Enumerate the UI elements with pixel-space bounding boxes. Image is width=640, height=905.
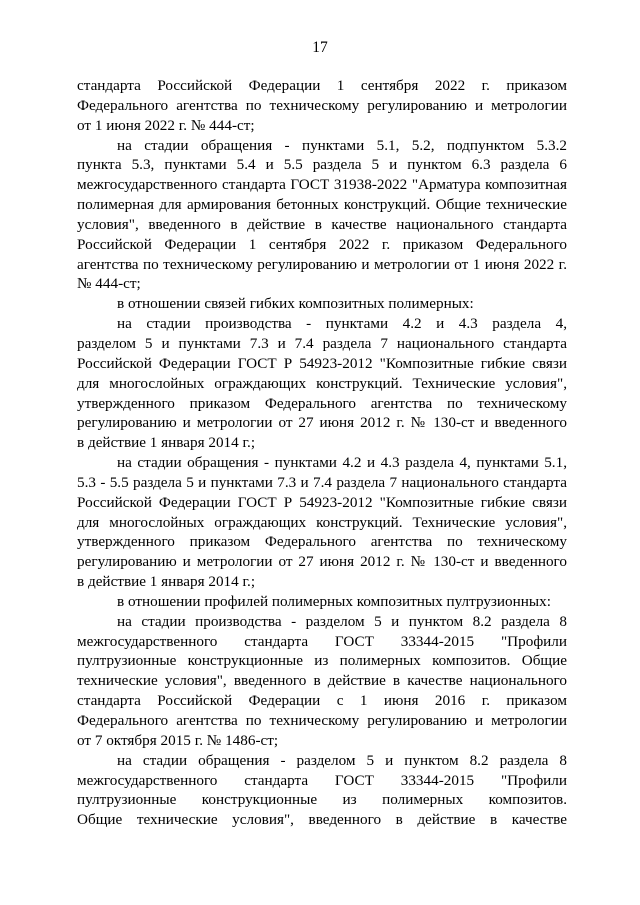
text-line: регулированию и метрологии от 27 июня 2012 г. № 130-ст и введенного — [77, 414, 567, 432]
text-line: утвержденного приказом Федерального агентства по техническому — [77, 394, 567, 412]
text-line: стандарта Российской Федерации с 1 июня 2016 г. приказом — [77, 692, 567, 710]
text-line: Российской Федерации ГОСТ Р 54923-2012 "Композитные гибкие связи — [77, 493, 567, 511]
text-line: Общие технические условия", введенного в действие в качестве — [77, 811, 567, 829]
text-line: пункта 5.3, пунктами 5.4 и 5.5 раздела 5 и пунктом 6.3 раздела 6 — [77, 156, 567, 174]
text-line: Федерального агентства по техническому регулированию и метрологии — [77, 96, 567, 114]
text-line: регулированию и метрологии от 27 июня 2012 г. № 130-ст и введенного — [77, 553, 567, 571]
text-line: стандарта Российской Федерации 1 сентября 2022 г. приказом — [77, 77, 567, 94]
text-line: на стадии обращения - пунктами 5.1, 5.2, подпунктом 5.3.2 — [117, 136, 567, 154]
body-text — [77, 76, 567, 830]
text-line: 5.3 - 5.5 раздела 5 и пунктами 7.3 и 7.4 раздела 7 национального стандарта — [77, 473, 567, 491]
text-line: в действие 1 января 2014 г.; — [77, 434, 256, 452]
text-line: межгосударственного стандарта ГОСТ 33344-2015 "Профили — [77, 771, 567, 789]
text-line: межгосударственного стандарта ГОСТ 33344-2015 "Профили — [77, 632, 567, 650]
text-line: для многослойных ограждающих конструкций. Технические условия", — [77, 374, 567, 392]
text-line: пултрузионные конструкционные из полимерных композитов. — [77, 791, 567, 809]
text-line: на стадии обращения - разделом 5 и пунктом 8.2 раздела 8 — [117, 751, 567, 769]
text-line: от 7 октября 2015 г. № 1486-ст; — [77, 731, 279, 749]
text-line: утвержденного приказом Федерального агентства по техническому — [77, 533, 567, 551]
text-line: агентства по техническому регулированию и метрологии от 1 июня 2022 г. — [77, 255, 567, 273]
text-line: в отношении профилей полимерных композитных пултрузионных: — [117, 592, 551, 610]
text-line: полимерная для армирования бетонных конструкций. Общие технические — [77, 196, 567, 214]
text-line: условия", введенного в действие в качестве национального стандарта — [77, 215, 567, 233]
text-line: Российской Федерации 1 сентября 2022 г. приказом Федерального — [77, 235, 567, 253]
text-line: в действие 1 января 2014 г.; — [77, 573, 256, 591]
text-line: на стадии производства - пунктами 4.2 и 4.3 раздела 4, — [117, 315, 567, 333]
text-line: в отношении связей гибких композитных полимерных: — [117, 295, 474, 313]
text-line: на стадии производства - разделом 5 и пунктом 8.2 раздела 8 — [117, 612, 567, 630]
text-line: на стадии обращения - пунктами 4.2 и 4.3 раздела 4, пунктами 5.1, — [117, 454, 567, 472]
text-line: межгосударственного стандарта ГОСТ 31938-2022 "Арматура композитная — [77, 176, 567, 194]
text-line: от 1 июня 2022 г. № 444-ст; — [77, 116, 255, 134]
text-line: разделом 5 и пунктами 7.3 и 7.4 раздела 7 национального стандарта — [77, 334, 567, 352]
text-line: пултрузионные конструкционные из полимерных композитов. Общие — [77, 652, 567, 670]
text-line: № 444-ст; — [77, 275, 141, 293]
text-line: технические условия", введенного в действие в качестве национального — [77, 672, 567, 690]
text-line: для многослойных ограждающих конструкций. Технические условия", — [77, 513, 567, 531]
text-line: Российской Федерации ГОСТ Р 54923-2012 "Композитные гибкие связи — [77, 354, 567, 372]
page-number: 17 — [312, 39, 328, 56]
text-line: Федерального агентства по техническому регулированию и метрологии — [77, 712, 567, 729]
